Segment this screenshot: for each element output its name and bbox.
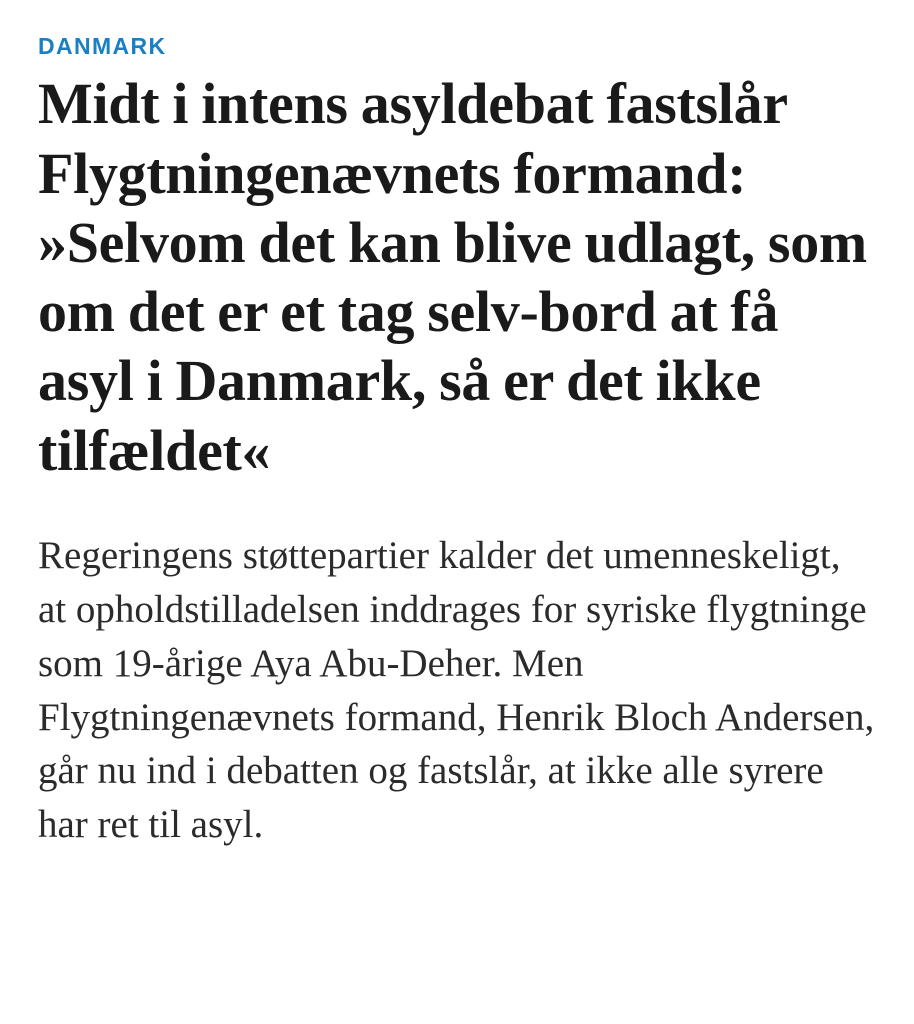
section-kicker-danmark[interactable]: DANMARK: [38, 33, 167, 59]
article-headline: Midt i intens asyldebat fastslår Flygtningenævnets formand: »Selvom det kan blive udlagt, som om det er et tag selv-bord at få asyl i Danmark, så er det ikke tilfældet«: [38, 71, 867, 483]
article-standfirst: Regeringens støttepartier kalder det umenneskeligt, at opholdstilladelsen inddrages for syriske flygtninge som 19-årige Aya Abu-Deher. Men Flygtningenævnets formand, Henrik Bloch Andersen, går nu ind i debatten og fastslår, at ikke alle syrere har ret til asyl.: [38, 534, 875, 847]
